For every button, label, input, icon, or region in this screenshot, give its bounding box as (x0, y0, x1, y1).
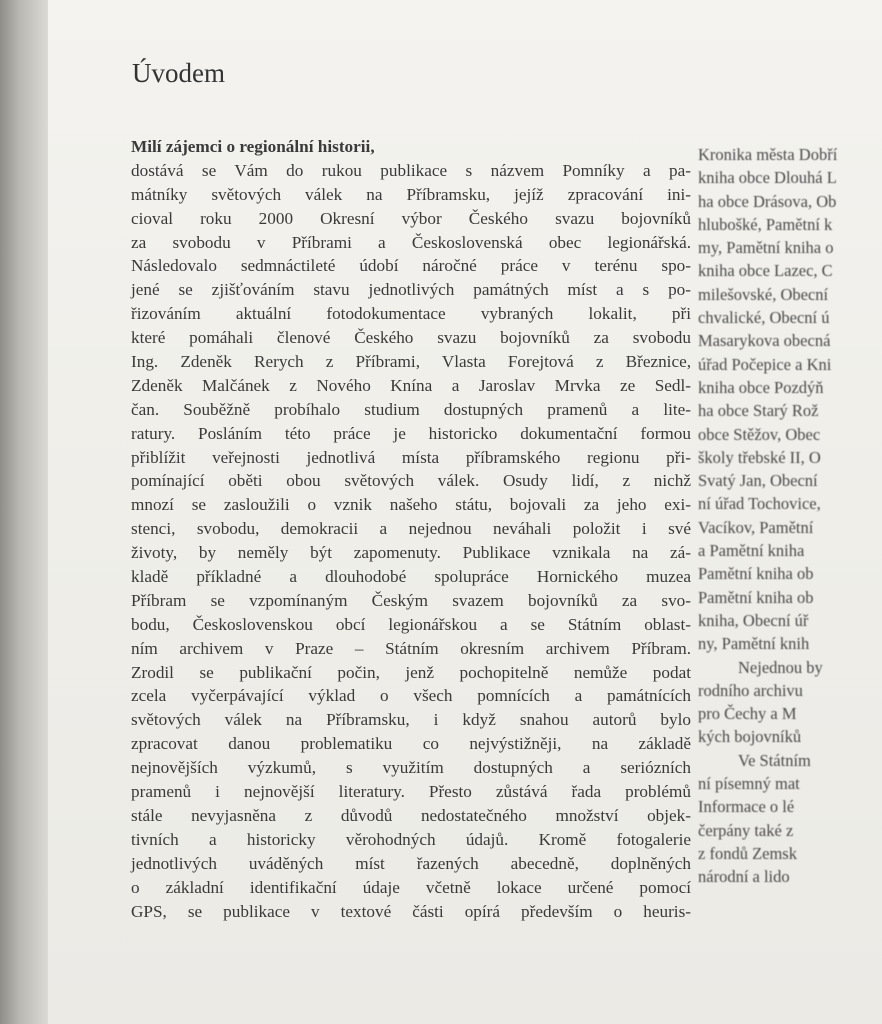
right-column-line: školy třebské II, O (698, 447, 821, 467)
left-column-line: přiblížit veřejnosti jednotlivá místa příbramského regionu při- (131, 447, 691, 467)
left-column-line: ním archivem v Praze – Státním okresním archivem Příbram. (131, 638, 691, 658)
right-column-line: ní písemný mat (698, 774, 800, 794)
left-column-line: o základní identifikační údaje včetně lokace určené pomocí (131, 877, 691, 897)
right-column-line: ha obce Starý Rož (698, 401, 819, 421)
right-column-line: my, Pamětní kniha o (698, 238, 834, 258)
right-text-column (698, 143, 882, 889)
left-column-line: řizováním aktuální fotodokumentace vybraných lokalit, při (131, 304, 691, 324)
left-column-line: pramenů i nejnovější literatury. Přesto zůstává řada problémů (131, 782, 691, 802)
right-column-line: chvalické, Obecní ú (698, 308, 830, 328)
left-column-line: Následovalo sedmnáctileté údobí náročné práce v terénu spo- (131, 256, 691, 276)
left-column-line: jené se zjišťováním stavu jednotlivých památných míst a s po- (131, 280, 691, 300)
left-column-line: tivních a historicky věrohodných údajů. Kromě fotogalerie (131, 829, 691, 849)
page-heading: Úvodem (132, 58, 225, 88)
left-column-line: ratury. Posláním této práce je historicko dokumentační formou (131, 423, 691, 443)
right-column-line: ny, Pamětní knih (698, 634, 810, 654)
right-column-line: Masarykova obecná (698, 331, 831, 351)
right-column-line: hlubošké, Pamětní k (698, 214, 833, 234)
left-column-line: čan. Souběžně probíhalo studium dostupných pramenů a lite- (131, 399, 691, 419)
left-column-line: světových válek na Příbramsku, i když snahou autorů bylo (131, 710, 691, 730)
right-column-line: kniha, Obecní úř (698, 610, 809, 630)
right-column-line: kých bojovníků (698, 727, 802, 747)
left-column-line: mnozí se zasloužili o vznik našeho státu, bojovali za jeho exi- (131, 495, 691, 515)
right-column-line: kniha obce Lazec, C (698, 261, 833, 281)
left-column-line: Zrodil se publikační počin, jenž pochopitelně nemůže podat (131, 662, 691, 682)
right-column-line: Vacíkov, Pamětní (698, 517, 814, 537)
left-column-line: za svobodu v Příbrami a Československá obec legionářská. (131, 232, 691, 252)
left-column-line: životy, by neměly být zapomenuty. Publikace vznikala na zá- (131, 543, 691, 563)
right-column-line: ha obce Drásova, Ob (698, 191, 837, 211)
right-column-line: Kronika města Dobří (698, 145, 838, 164)
left-column-line: jednotlivých uváděných míst řazených abecedně, doplněných (131, 853, 691, 873)
left-column-line: Zdeněk Malčánek z Nového Knína a Jaroslav Mrvka ze Sedl- (131, 375, 691, 395)
left-column-line: stále nevyjasněna z důvodů nedostatečného množství objek- (131, 805, 691, 825)
right-column-line: kniha obce Dlouhá L (698, 168, 837, 188)
right-column-line: milešovské, Obecní (698, 284, 829, 304)
left-column-line: dostává se Vám do rukou publikace s názvem Pomníky a pa- (131, 160, 691, 180)
right-column-line: rodního archivu (698, 680, 803, 700)
left-column-line: Příbram se vzpomínaným Českým svazem bojovníků za svo- (131, 590, 691, 610)
left-column-line: mátníky světových válek na Příbramsku, jejíž zpracování ini- (131, 184, 691, 204)
right-column-line: národní a lido (698, 867, 790, 887)
right-column-line: Nejednou by (738, 657, 823, 677)
left-column-line: pomínající oběti obou světových válek. Osudy lidí, z nichž (131, 471, 691, 491)
left-column-line: stenci, svobodu, demokracii a nejednou neváhali položit i své (131, 519, 691, 539)
right-column-line: ní úřad Tochovice, (698, 494, 821, 514)
right-column-line: čerpány také z (698, 820, 794, 840)
right-column-line: obce Stěžov, Obec (698, 424, 821, 444)
right-column-line: Informace o lé (698, 797, 795, 817)
right-column-line: Svatý Jan, Obecní (698, 471, 818, 491)
left-column-line: Milí zájemci o regionální historii, (131, 137, 375, 156)
left-column-line: zcela vyčerpávající výklad o všech pomnících a památnících (131, 686, 691, 706)
left-column-line: které pomáhali členové Českého svazu bojovníků za svobodu (131, 328, 691, 348)
book-page (48, 0, 882, 1024)
left-column-line: Ing. Zdeněk Rerych z Příbrami, Vlasta Forejtová z Březnice, (131, 352, 691, 372)
left-column-line: nejnovějších výzkumů, s využitím dostupných a seriózních (131, 758, 691, 778)
book-gutter-shadow (0, 0, 48, 1024)
right-column-line: Pamětní kniha ob (698, 587, 814, 607)
right-column-line: kniha obce Pozdýň (698, 377, 824, 397)
left-column-line: zpracovat danou problematiku co nejvýstižněji, na základě (131, 734, 691, 754)
left-column-line: GPS, se publikace v textové části opírá především o heuris- (131, 901, 691, 921)
right-column-line: a Pamětní kniha (698, 541, 805, 561)
left-column-line: cioval roku 2000 Okresní výbor Českého svazu bojovníků (131, 208, 691, 228)
right-column-line: Pamětní kniha ob (698, 564, 814, 584)
left-column-line: kladě příkladné a dlouhodobé spolupráce Hornického muzea (131, 567, 691, 587)
right-column-line: z fondů Zemsk (698, 843, 797, 863)
right-column-line: úřad Počepice a Kni (698, 354, 832, 374)
left-text-column (131, 135, 691, 923)
left-column-line: bodu, Československou obcí legionářskou a se Státním oblast- (131, 614, 691, 634)
right-column-line: pro Čechy a M (698, 704, 797, 724)
right-column-line: Ve Státním (738, 750, 811, 770)
